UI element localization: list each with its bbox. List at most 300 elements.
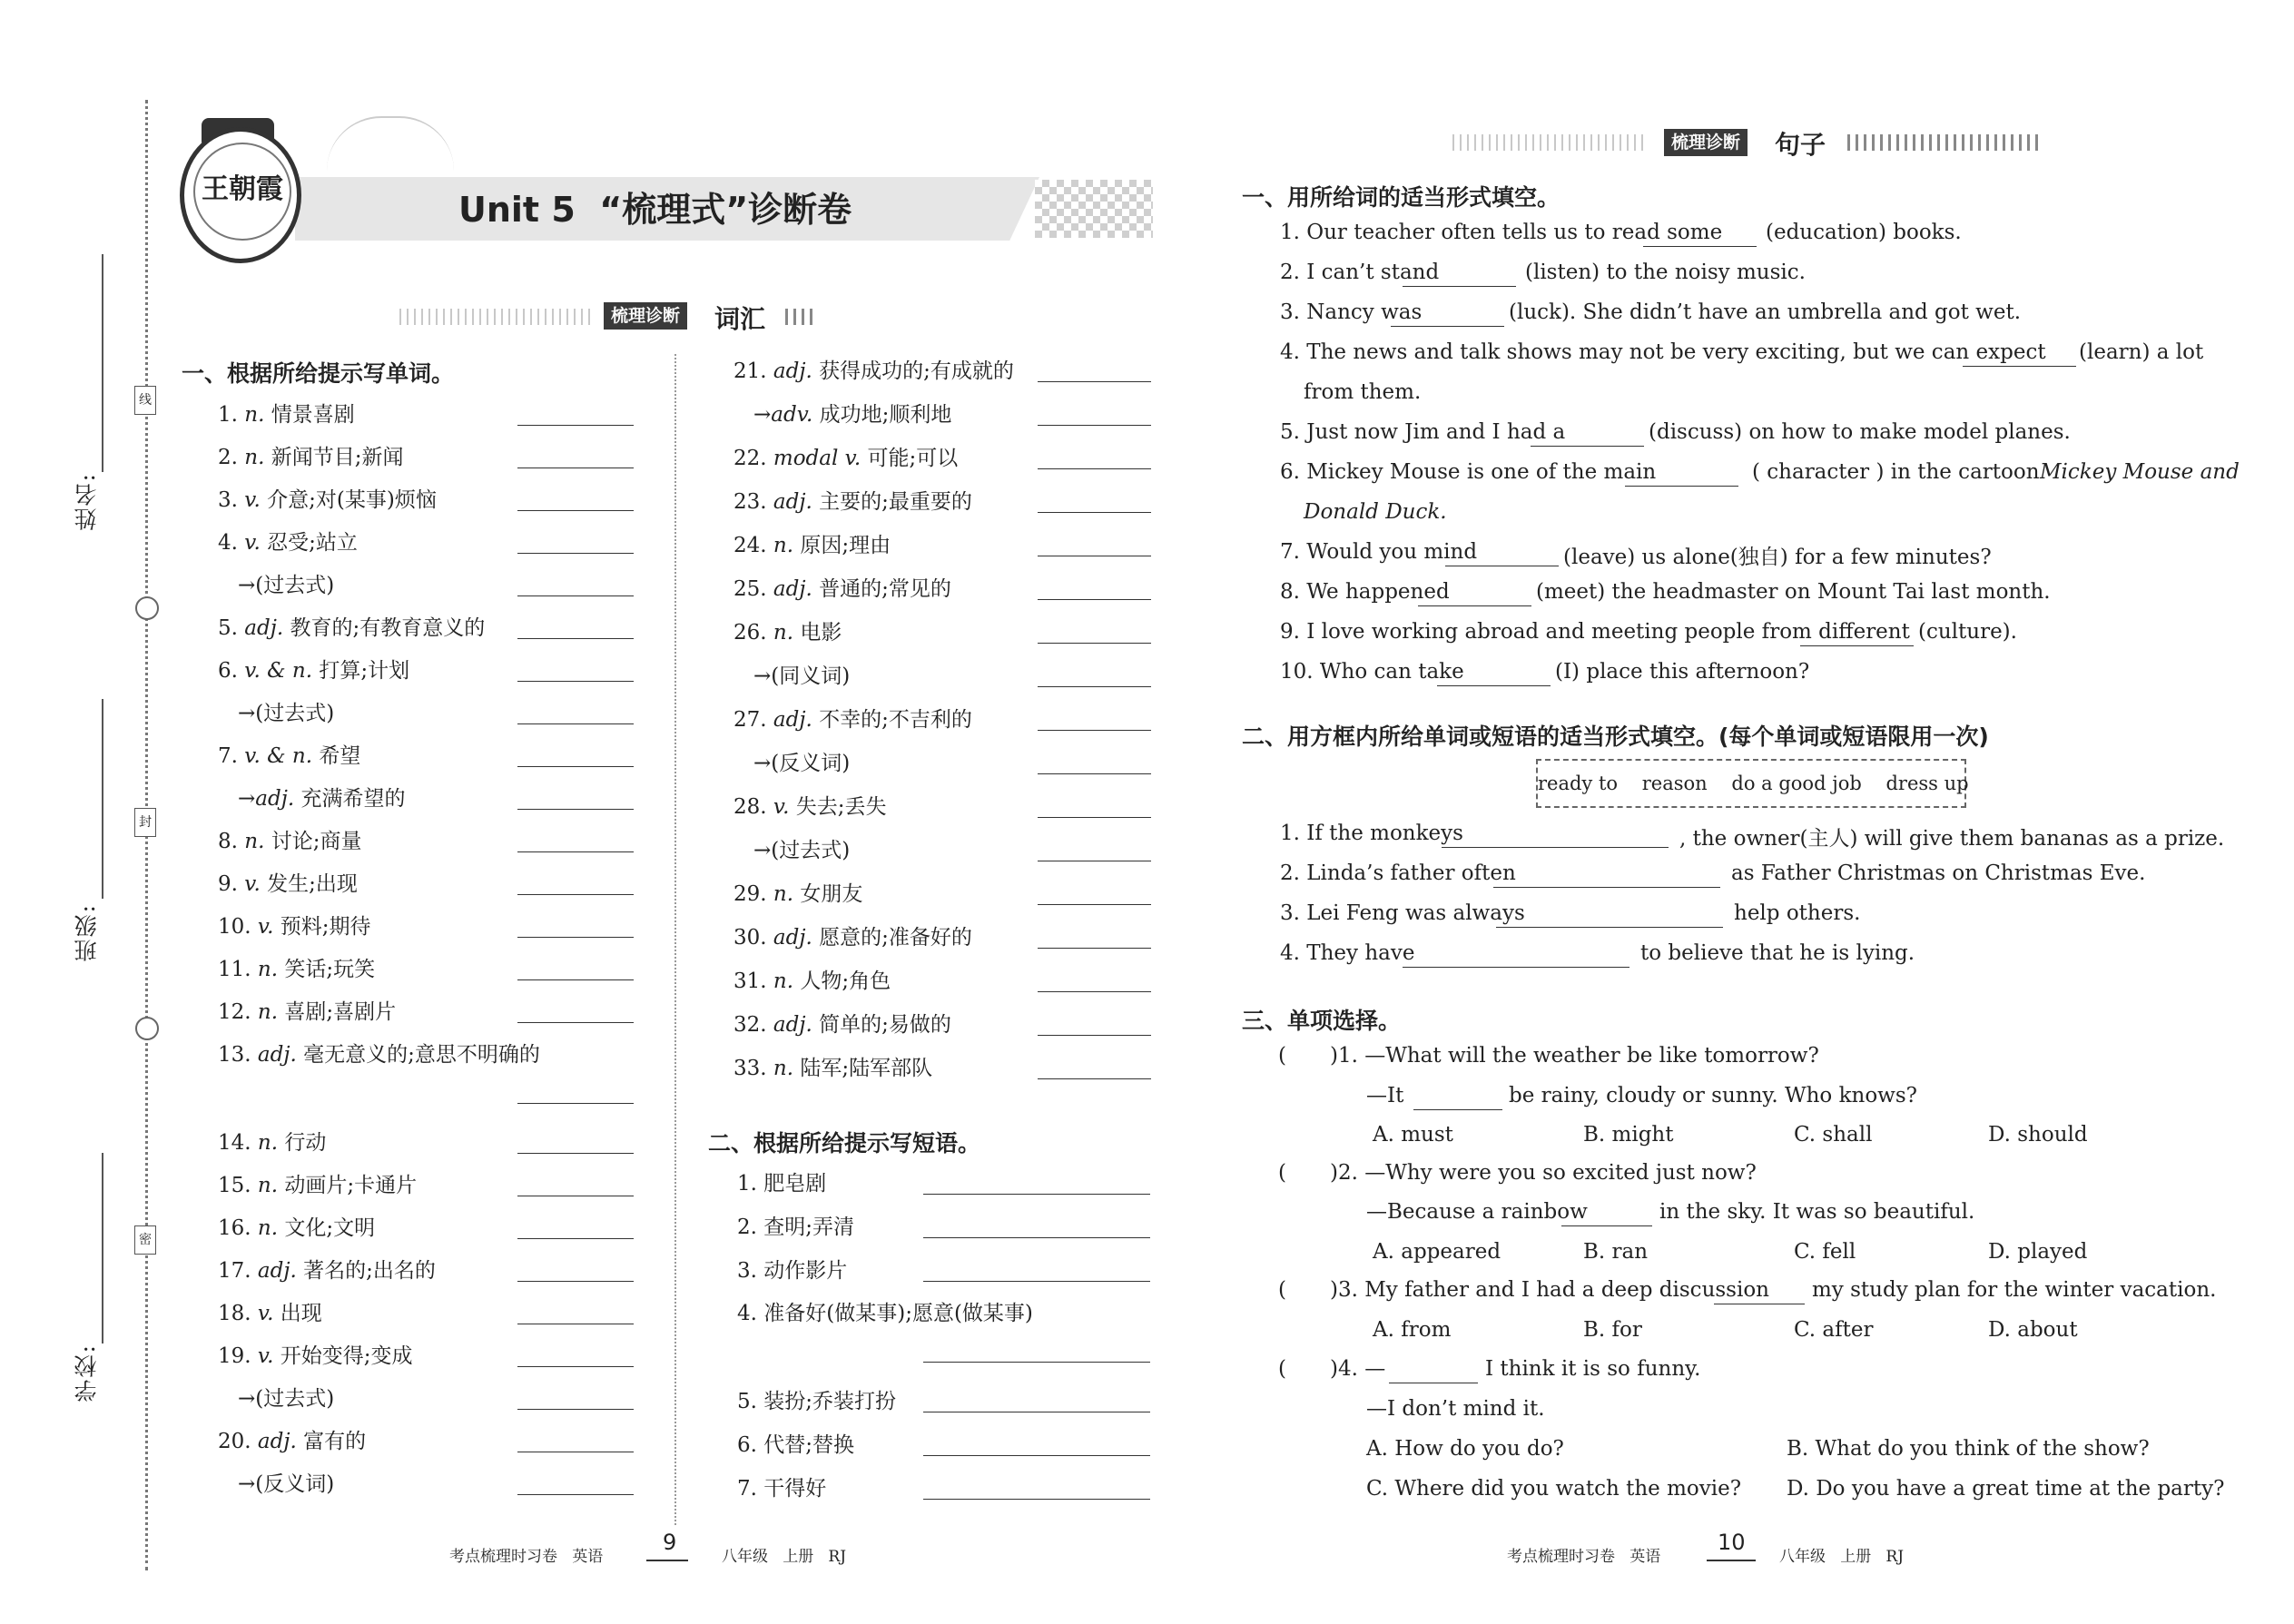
- answer-blank[interactable]: [1625, 486, 1738, 487]
- fill-sentence: 3. Nancy was: [1280, 300, 1423, 324]
- box-section-heading: 二、用方框内所给单词或短语的适当形式填空。(每个单词或短语限用一次): [1242, 723, 1989, 750]
- vocab-item: [733, 354, 1014, 384]
- part-of-speech: n.: [773, 969, 801, 993]
- item-prompt: 可能;可以: [867, 447, 959, 470]
- answer-blank[interactable]: [517, 1238, 634, 1239]
- tag-bars-left: [399, 309, 590, 325]
- answer-blank[interactable]: [1418, 605, 1531, 606]
- part-of-speech: adj.: [773, 359, 820, 383]
- answer-blank[interactable]: [1038, 425, 1151, 426]
- option[interactable]: B. What do you think of the show?: [1787, 1437, 2150, 1461]
- part-of-speech: n.: [773, 1057, 801, 1080]
- item-number: 5.: [218, 616, 245, 640]
- vocab-item: [218, 739, 360, 769]
- part-of-speech: n.: [244, 446, 271, 469]
- vocab-item: [218, 952, 375, 982]
- answer-blank[interactable]: [923, 1499, 1150, 1500]
- answer-blank[interactable]: [1038, 512, 1151, 513]
- question-stem: )4. —: [1330, 1357, 1386, 1381]
- fill-sentence: Donald Duck.: [1304, 500, 1447, 524]
- item-prompt: 文化;文明: [284, 1216, 376, 1240]
- vocab-item: [238, 696, 334, 726]
- answer-blank[interactable]: [1963, 366, 2076, 367]
- option[interactable]: D. about: [1988, 1318, 2078, 1342]
- answer-blank[interactable]: [1496, 927, 1723, 928]
- item-number: 26.: [733, 621, 773, 645]
- answer-blank[interactable]: [1038, 468, 1151, 469]
- question-stem: I think it is so funny.: [1485, 1357, 1701, 1381]
- option[interactable]: D. should: [1988, 1123, 2088, 1147]
- answer-blank[interactable]: [1038, 991, 1151, 992]
- word-box: ready to reason do a good job dress up: [1536, 759, 1966, 808]
- footer-right-title: 考点梳理时习卷 英语: [1507, 1548, 1661, 1566]
- item-prompt: 女朋友: [800, 882, 863, 906]
- brand-name: 王朝霞: [193, 143, 291, 241]
- answer-blank[interactable]: [517, 1022, 634, 1023]
- question-line: —It: [1366, 1084, 1404, 1107]
- item-prompt: 成功地;顺利地: [819, 403, 952, 427]
- item-prompt: →(反义词): [238, 1472, 335, 1496]
- vocab-item: [218, 1254, 436, 1284]
- tag-bars-left: [1452, 134, 1648, 151]
- item-prompt: 笑话;玩笑: [284, 958, 376, 981]
- item-prompt: 愿意的;准备好的: [819, 926, 972, 950]
- item-prompt: 不幸的;不吉利的: [819, 708, 972, 732]
- box-sentence-end: as Father Christmas on Christmas Eve.: [1731, 861, 2146, 885]
- part-of-speech: adj.: [773, 1013, 820, 1037]
- item-number: 28.: [733, 795, 773, 819]
- part-of-speech: adj.: [773, 926, 820, 950]
- page-number-left: 9: [663, 1530, 677, 1555]
- item-number: 32.: [733, 1013, 773, 1037]
- answer-blank[interactable]: [923, 1194, 1150, 1195]
- question-stem: )1. —What will the weather be like tomorrow?: [1330, 1044, 1819, 1068]
- vocab-item: [733, 615, 842, 645]
- part-of-speech: adj.: [773, 490, 820, 514]
- vocab-item: [218, 824, 361, 854]
- vocab-item: [238, 568, 334, 598]
- seal-mark-seal: 封: [134, 808, 156, 837]
- vocab-item: [733, 441, 958, 471]
- part-of-speech: adj.: [773, 577, 820, 601]
- fill-hint: (discuss) on how to make model planes.: [1649, 420, 2071, 444]
- answer-blank[interactable]: [517, 809, 634, 810]
- item-prompt: 希望: [319, 744, 361, 768]
- tag-bars-right: [785, 309, 812, 325]
- fill-sentence: 6. Mickey Mouse is one of the main: [1280, 460, 1657, 484]
- box-sentence-end: , the owner(主人) will give them bananas as a prize.: [1679, 827, 2225, 851]
- fill-hint: (leave) us alone(独自) for a few minutes?: [1563, 546, 1992, 569]
- answer-blank[interactable]: [1038, 948, 1151, 949]
- answer-blank[interactable]: [517, 1103, 634, 1104]
- item-prompt: 出现: [280, 1302, 322, 1325]
- answer-blank[interactable]: [1038, 1078, 1151, 1079]
- fill-sentence: from them.: [1304, 380, 1422, 404]
- answer-blank[interactable]: [517, 681, 634, 682]
- box-sentence: 1. If the monkeys: [1280, 822, 1463, 845]
- item-number: 24.: [733, 534, 773, 557]
- class-label: 班级:: [74, 903, 100, 962]
- item-prompt: 发生;出现: [267, 872, 358, 896]
- vocab-item: [218, 483, 437, 513]
- item-prompt: 喜剧;喜剧片: [284, 1000, 397, 1024]
- item-prompt: 电影: [800, 621, 842, 645]
- part-of-speech: n.: [244, 830, 271, 853]
- item-number: 30.: [733, 926, 773, 950]
- answer-blank[interactable]: [1561, 1225, 1652, 1226]
- fill-hint: ( character ) in the cartoon: [1752, 460, 2040, 484]
- vocab-item: [218, 526, 358, 556]
- answer-paren[interactable]: (: [1278, 1357, 1286, 1381]
- fill-sentence: 10. Who can take: [1280, 660, 1464, 684]
- seal-mark-line: 线: [134, 386, 156, 415]
- fill-sentence: 2. I can’t stand: [1280, 261, 1440, 284]
- tag-bars-right: [1847, 134, 2038, 151]
- fill-sentence: 8. We happened: [1280, 580, 1450, 604]
- item-prompt: →(过去式): [238, 702, 335, 725]
- answer-blank[interactable]: [1038, 730, 1151, 731]
- item-prompt: 人物;角色: [800, 969, 891, 993]
- item-prompt: 开始变得;变成: [280, 1344, 413, 1368]
- vocab-item: [733, 703, 972, 733]
- item-number: 2.: [218, 446, 245, 469]
- item-number: 12.: [218, 1000, 258, 1024]
- item-number: 8.: [218, 830, 245, 853]
- box-sentence: 3. Lei Feng was always: [1280, 901, 1525, 925]
- class-line[interactable]: [102, 699, 103, 899]
- question-stem: )3. My father and I had a deep discussion: [1330, 1278, 1769, 1302]
- item-prompt: 介意;对(某事)烦恼: [267, 488, 437, 512]
- option[interactable]: B. ran: [1583, 1240, 1649, 1264]
- vocab-item: [218, 440, 403, 470]
- item-number: 3.: [218, 488, 245, 512]
- part-of-speech: n.: [773, 621, 801, 645]
- item-prompt: 打算;计划: [319, 659, 410, 683]
- item-prompt: 充满希望的: [300, 787, 406, 811]
- section-tag: 梳理诊断: [1664, 129, 1748, 156]
- vocab-item: [238, 782, 405, 812]
- brand-logo: [180, 127, 301, 263]
- vocab-item: [753, 398, 951, 428]
- school-label: 学校:: [74, 1343, 100, 1403]
- item-number: 7.: [218, 744, 245, 768]
- choice-section-heading: 三、单项选择。: [1242, 1008, 1402, 1034]
- part-of-speech: n.: [244, 403, 271, 427]
- fill-sentence: 7. Would you mind: [1280, 540, 1478, 564]
- part-of-speech: adj.: [244, 616, 290, 640]
- vocab-item: [238, 1382, 334, 1412]
- item-prompt: 情景喜剧: [271, 403, 355, 427]
- page-title: Unit 5 “梳理式”诊断卷: [458, 190, 852, 230]
- option[interactable]: D. Do you have a great time at the party?: [1787, 1477, 2225, 1501]
- answer-blank[interactable]: [1038, 1035, 1151, 1036]
- option[interactable]: C. after: [1794, 1318, 1874, 1342]
- item-prompt: 原因;理由: [800, 534, 891, 557]
- item-number: 4.: [218, 531, 245, 555]
- answer-blank[interactable]: [1403, 286, 1516, 287]
- item-prompt: →(反义词): [753, 752, 851, 775]
- vocab-item: [218, 1424, 366, 1454]
- fill-italic: Mickey Mouse and: [2040, 460, 2240, 484]
- answer-blank[interactable]: [517, 979, 634, 980]
- vocab-item: [218, 1296, 322, 1326]
- answer-blank[interactable]: [517, 553, 634, 554]
- vocab-item: [733, 790, 887, 820]
- box-sentence-end: help others.: [1734, 901, 1861, 925]
- answer-blank[interactable]: [1403, 967, 1629, 968]
- part-of-speech: →adj.: [238, 787, 301, 811]
- item-prompt: 讨论;商量: [271, 830, 362, 853]
- part-of-speech: v. & n.: [244, 744, 320, 768]
- answer-blank[interactable]: [1038, 643, 1151, 644]
- item-number: 11.: [218, 958, 258, 981]
- item-prompt: →(过去式): [238, 1387, 335, 1411]
- vocab-item: [733, 572, 951, 602]
- answer-blank[interactable]: [1038, 773, 1151, 774]
- answer-blank[interactable]: [517, 510, 634, 511]
- item-prompt: 普通的;常见的: [819, 577, 951, 601]
- answer-blank[interactable]: [1413, 1109, 1502, 1110]
- option[interactable]: C. Where did you watch the movie?: [1366, 1477, 1742, 1501]
- vocab-item: [218, 398, 355, 428]
- answer-blank[interactable]: [517, 894, 634, 895]
- footer-left-title: 考点梳理时习卷 英语: [449, 1548, 604, 1566]
- option[interactable]: B. might: [1583, 1123, 1674, 1147]
- footer-right-grade: 八年级 上册 RJ: [1779, 1548, 1905, 1566]
- part-of-speech: n.: [257, 1174, 285, 1197]
- box-sentence: 2. Linda’s father often: [1280, 861, 1516, 885]
- part-of-speech: adj.: [257, 1430, 304, 1453]
- part-of-speech: v.: [244, 872, 268, 896]
- answer-blank[interactable]: [923, 1362, 1150, 1363]
- binding-hole: [135, 1017, 159, 1040]
- item-prompt: 教育的;有教育意义的: [290, 616, 486, 640]
- answer-blank[interactable]: [1531, 446, 1644, 447]
- part-of-speech: v.: [257, 1302, 281, 1325]
- answer-blank[interactable]: [517, 595, 634, 596]
- vocab-item: [733, 528, 891, 558]
- fill-hint: (education) books.: [1766, 221, 1962, 244]
- item-prompt: 预料;期待: [280, 915, 371, 939]
- item-prompt: 获得成功的;有成就的: [819, 359, 1014, 383]
- section-tag-word: 词汇: [714, 304, 766, 334]
- checker-decoration: [1035, 180, 1153, 238]
- answer-blank[interactable]: [1038, 599, 1151, 600]
- vocab-item: [753, 833, 850, 863]
- item-number: 6.: [218, 659, 245, 683]
- fill-sentence: 1. Our teacher often tells us to read some: [1280, 221, 1723, 244]
- answer-paren[interactable]: (: [1278, 1278, 1286, 1302]
- part-of-speech: v.: [257, 915, 281, 939]
- item-number: 33.: [733, 1057, 773, 1080]
- item-prompt: 失去;丢失: [795, 795, 887, 819]
- item-prompt: 富有的: [303, 1430, 367, 1453]
- answer-paren[interactable]: (: [1278, 1044, 1286, 1068]
- answer-blank[interactable]: [517, 1494, 634, 1495]
- item-number: 27.: [733, 708, 773, 732]
- part-of-speech: v.: [244, 488, 268, 512]
- phrase-item: 7. 干得好: [737, 1477, 827, 1501]
- name-label: 姓名:: [74, 472, 100, 531]
- vocab-item: [218, 1211, 375, 1241]
- answer-blank[interactable]: [1643, 246, 1757, 247]
- phrase-item: 2. 查明;弄清: [737, 1216, 855, 1239]
- question-line: —I don’t mind it.: [1366, 1397, 1545, 1421]
- fill-hint: (I) place this afternoon?: [1555, 660, 1810, 684]
- answer-blank[interactable]: [517, 937, 634, 938]
- option[interactable]: B. for: [1583, 1318, 1642, 1342]
- item-prompt: →(同义词): [753, 664, 851, 688]
- box-sentence: 4. They have: [1280, 941, 1415, 965]
- item-number: 23.: [733, 490, 773, 514]
- vocab-item: [733, 485, 972, 515]
- part-of-speech: n.: [773, 534, 801, 557]
- item-prompt: 毫无意义的;意思不明确的: [303, 1043, 540, 1067]
- vocab-item: [218, 1339, 413, 1369]
- vocab-item: [753, 659, 850, 689]
- item-prompt: 新闻节目;新闻: [271, 446, 404, 469]
- part-of-speech: modal v.: [773, 447, 868, 470]
- answer-blank[interactable]: [1493, 887, 1720, 888]
- answer-blank[interactable]: [1038, 686, 1151, 687]
- answer-blank[interactable]: [517, 1153, 634, 1154]
- vocab-item: [218, 910, 371, 940]
- answer-blank[interactable]: [1437, 685, 1551, 686]
- item-number: 31.: [733, 969, 773, 993]
- phrase-item: 4. 准备好(做某事);愿意(做某事): [737, 1302, 1033, 1325]
- answer-blank[interactable]: [1391, 326, 1504, 327]
- vocab-item: [218, 1168, 417, 1198]
- phrase-item: 5. 装扮;乔装打扮: [737, 1390, 897, 1413]
- part-of-speech: n.: [257, 958, 285, 981]
- option[interactable]: C. shall: [1794, 1123, 1873, 1147]
- question-line: in the sky. It was so beautiful.: [1659, 1200, 1975, 1224]
- answer-blank[interactable]: [517, 723, 634, 724]
- seal-mark-secret: 密: [134, 1225, 156, 1255]
- answer-blank[interactable]: [517, 766, 634, 767]
- answer-blank[interactable]: [923, 1237, 1150, 1238]
- fill-sentence: 4. The news and talk shows may not be very exciting, but we can expect: [1280, 340, 2046, 364]
- item-number: 18.: [218, 1302, 258, 1325]
- fill-hint: (learn) a lot: [2079, 340, 2204, 364]
- item-prompt: 行动: [284, 1131, 327, 1155]
- column-divider: [674, 354, 676, 1525]
- answer-blank[interactable]: [1038, 904, 1151, 905]
- fill-sentence: 9. I love working abroad and meeting people from different: [1280, 620, 1910, 644]
- item-number: 19.: [218, 1344, 258, 1368]
- answer-blank[interactable]: [923, 1281, 1150, 1282]
- part-of-speech: v.: [257, 1344, 281, 1368]
- section-tag: 梳理诊断: [604, 302, 687, 330]
- vocab-item: [218, 995, 396, 1025]
- phrase-item: 1. 肥皂剧: [737, 1172, 827, 1196]
- option[interactable]: A. from: [1373, 1318, 1452, 1342]
- question-line: —Because a rainbow: [1366, 1200, 1588, 1224]
- part-of-speech: v. & n.: [244, 659, 320, 683]
- answer-paren[interactable]: (: [1278, 1161, 1286, 1185]
- answer-blank[interactable]: [1442, 847, 1669, 848]
- part-of-speech: adj.: [257, 1259, 304, 1283]
- item-number: 25.: [733, 577, 773, 601]
- answer-blank[interactable]: [517, 1366, 634, 1367]
- answer-blank[interactable]: [1800, 645, 1914, 646]
- fill-hint: (listen) to the noisy music.: [1525, 261, 1806, 284]
- footer-left-grade: 八年级 上册 RJ: [722, 1548, 847, 1566]
- item-number: 15.: [218, 1174, 258, 1197]
- item-number: 21.: [733, 359, 773, 383]
- fill-section-heading: 一、用所给词的适当形式填空。: [1242, 184, 1561, 211]
- item-prompt: 动画片;卡通片: [284, 1174, 418, 1197]
- item-prompt: →(过去式): [753, 839, 851, 862]
- vocab-item: [733, 920, 972, 950]
- phrase-item: 6. 代替;替换: [737, 1433, 855, 1457]
- answer-blank[interactable]: [923, 1455, 1150, 1456]
- section-tag-word: 句子: [1775, 130, 1826, 160]
- page-number-right: 10: [1718, 1530, 1746, 1555]
- item-number: 17.: [218, 1259, 258, 1283]
- part-of-speech: adj.: [257, 1043, 304, 1067]
- school-line[interactable]: [102, 1153, 103, 1343]
- vocab-item: [733, 1051, 932, 1081]
- vocab-item: [753, 746, 850, 776]
- item-number: 9.: [218, 872, 245, 896]
- answer-blank[interactable]: [517, 1409, 634, 1410]
- answer-blank[interactable]: [517, 851, 634, 852]
- item-number: 22.: [733, 447, 773, 470]
- item-prompt: 著名的;出名的: [303, 1259, 436, 1283]
- option[interactable]: A. must: [1373, 1123, 1453, 1147]
- fill-sentence: 5. Just now Jim and I had a: [1280, 420, 1566, 444]
- item-prompt: 忍受;站立: [267, 531, 358, 555]
- question-stem: )2. —Why were you so excited just now?: [1330, 1161, 1757, 1185]
- item-number: 29.: [733, 882, 773, 906]
- answer-blank[interactable]: [1038, 817, 1151, 818]
- item-prompt: 简单的;易做的: [819, 1013, 951, 1037]
- answer-blank[interactable]: [517, 1281, 634, 1282]
- binding-hole: [135, 596, 159, 620]
- item-number: 14.: [218, 1131, 258, 1155]
- option[interactable]: A. appeared: [1373, 1240, 1501, 1264]
- part-of-speech: adj.: [773, 708, 820, 732]
- option[interactable]: C. fell: [1794, 1240, 1856, 1264]
- item-number: 13.: [218, 1043, 258, 1067]
- part-of-speech: v.: [244, 531, 268, 555]
- option[interactable]: A. How do you do?: [1366, 1437, 1564, 1461]
- vocab-section-heading: 一、根据所给提示写单词。: [182, 360, 455, 387]
- answer-blank[interactable]: [517, 638, 634, 639]
- page-number-underline: [646, 1560, 688, 1561]
- question-stem: my study plan for the winter vacation.: [1812, 1278, 2217, 1302]
- box-sentence-end: to believe that he is lying.: [1640, 941, 1915, 965]
- fill-hint: (meet) the headmaster on Mount Tai last month.: [1536, 580, 2051, 604]
- item-number: 1.: [218, 403, 245, 427]
- answer-blank[interactable]: [1038, 381, 1151, 382]
- vocab-item: [218, 654, 409, 684]
- item-number: 10.: [218, 915, 258, 939]
- name-line[interactable]: [102, 254, 103, 472]
- vocab-item: [218, 1038, 540, 1068]
- vocab-item: [218, 1126, 326, 1156]
- question-line: be rainy, cloudy or sunny. Who knows?: [1509, 1084, 1917, 1107]
- item-number: 20.: [218, 1430, 258, 1453]
- option[interactable]: D. played: [1988, 1240, 2088, 1264]
- part-of-speech: n.: [773, 882, 801, 906]
- ribbon-decoration: [327, 116, 454, 172]
- part-of-speech: n.: [257, 1000, 285, 1024]
- vocab-item: [733, 877, 862, 907]
- answer-blank[interactable]: [517, 425, 634, 426]
- part-of-speech: n.: [257, 1216, 285, 1240]
